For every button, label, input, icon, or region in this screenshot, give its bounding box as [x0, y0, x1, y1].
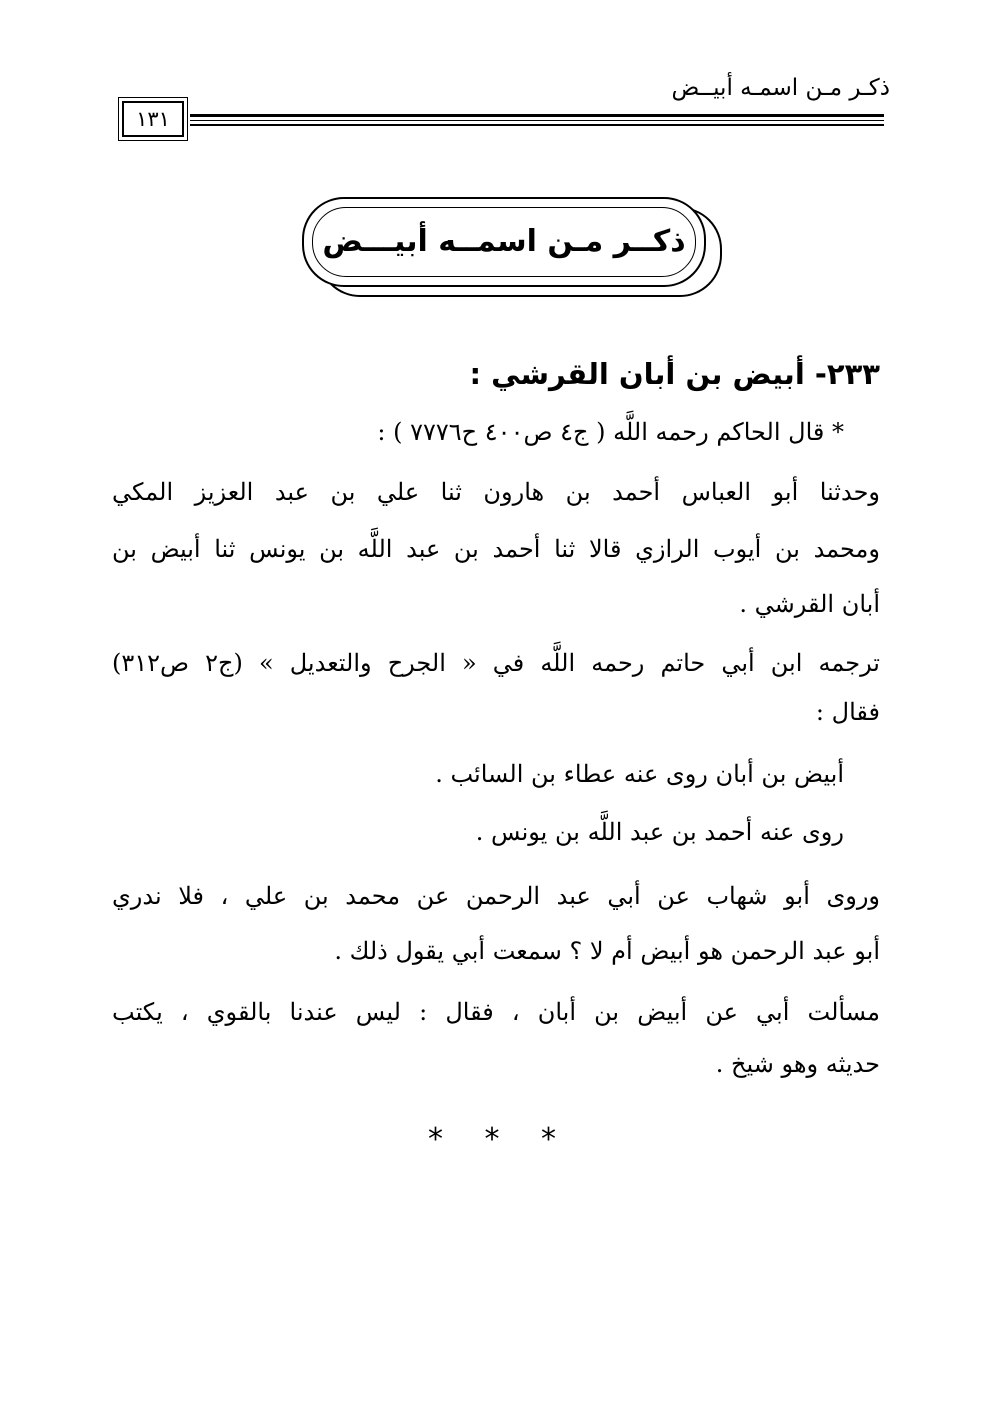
- text-line: روى عنه أحمد بن عبد اللَّه بن يونس .: [475, 818, 844, 846]
- header-rule: [190, 120, 884, 121]
- header-rule: [190, 114, 884, 117]
- text-line: أبان القرشي .: [739, 590, 880, 618]
- section-end-ornament: * * *: [427, 1122, 573, 1157]
- text-line: أبيض بن أبان روى عنه عطاء بن السائب .: [435, 760, 844, 788]
- text-line: مسألت أبي عن أبيض بن أبان ، فقال : ليس عندنا بالقوي ، يكتب: [112, 998, 880, 1026]
- entry-heading: ٢٣٣- أبيض بن أبان القرشي :: [469, 357, 880, 391]
- text-line: ومحمد بن أيوب الرازي قالا ثنا أحمد بن عبد اللَّه بن يونس ثنا أبيض بن: [112, 535, 880, 563]
- page-number: ١٣١: [122, 101, 184, 137]
- source-citation-line: * قال الحاكم رحمه اللَّه ( ج٤ ص٤٠٠ ح٧٧٧٦ ) :: [377, 418, 844, 446]
- text-line: أبو عبد الرحمن هو أبيض أم لا ؟ سمعت أبي يقول ذلك .: [334, 937, 880, 965]
- text-line: وحدثنا أبو العباس أحمد بن هارون ثنا علي بن عبد العزيز المكي: [112, 478, 880, 506]
- running-header-title: ذكـر مـن اسمـه أبيــض: [671, 75, 890, 101]
- text-line: فقال :: [815, 698, 880, 726]
- text-line: حديثه وهو شيخ .: [715, 1050, 880, 1078]
- chapter-title-frame: [302, 197, 706, 287]
- chapter-title: ذكــر مـن اسمــه أبيـــض: [322, 224, 686, 259]
- text-line: ترجمه ابن أبي حاتم رحمه اللَّه في « الجرح والتعديل » (ج٢ ص٣١٢): [112, 649, 880, 677]
- header-rule: [190, 124, 884, 126]
- text-line: وروى أبو شهاب عن أبي عبد الرحمن عن محمد بن علي ، فلا ندري: [112, 882, 880, 910]
